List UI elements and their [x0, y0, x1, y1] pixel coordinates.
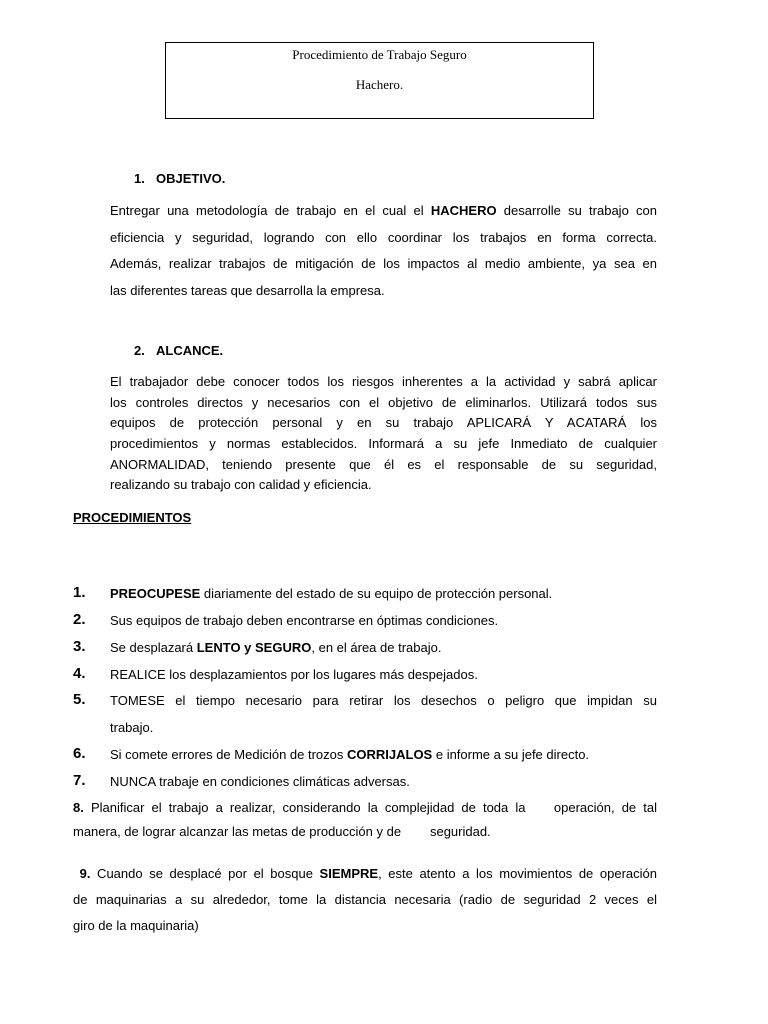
document-title: Procedimiento de Trabajo Seguro	[292, 47, 467, 62]
section-heading-objetivo	[134, 171, 225, 186]
title-box	[165, 42, 594, 119]
item-text: Sus equipos de trabajo deben encontrarse en óptimas condiciones.	[110, 613, 499, 628]
item-line: giro de la maquinaria)	[73, 918, 199, 933]
text-run: , este atento a los movimientos de operación	[378, 866, 657, 881]
procedures-title: PROCEDIMIENTOS	[73, 510, 192, 525]
text-run: Se desplazará	[110, 640, 197, 655]
section-title: ALCANCE.	[156, 343, 224, 358]
bold-run: SIEMPRE	[319, 866, 379, 881]
text-run: desarrolle su trabajo con	[496, 203, 657, 218]
bold-run: LENTO y SEGURO	[196, 640, 312, 655]
text-run: , en el área de trabajo.	[311, 640, 442, 655]
section-number: 1.	[134, 171, 145, 186]
item-text: TOMESE el tiempo necesario para retirar los desechos o peligro que impidan su	[110, 693, 657, 708]
bold-run: PREOCUPESE	[110, 586, 201, 601]
text-run: Planificar el trabajo a realizar, considerando la complejidad de toda la operación, de tal	[83, 800, 657, 815]
paragraph-line: eficiencia y seguridad, logrando con ello coordinar los trabajos en forma correcta.	[110, 229, 657, 245]
section-title: OBJETIVO.	[156, 171, 226, 186]
item-line	[73, 866, 657, 881]
paragraph-line: los controles directos y necesarios con el objetivo de eliminarlos. Utilizará todos sus	[110, 394, 657, 410]
item-line: de maquinarias a su alrededor, tome la distancia necesaria (radio de seguridad 2 veces el	[73, 892, 657, 907]
text-run: e informe a su jefe directo.	[432, 747, 590, 762]
paragraph-line: ANORMALIDAD, teniendo presente que él es el responsable de su seguridad,	[110, 456, 657, 472]
bold-run: HACHERO	[430, 203, 497, 218]
paragraph-line: Además, realizar trabajos de mitigación de los impactos al medio ambiente, ya sea en	[110, 256, 657, 271]
item-number: 4.	[73, 665, 86, 682]
item-text	[110, 586, 552, 601]
text-run: Cuando se desplacé por el bosque	[90, 866, 320, 881]
text-run: Entregar una metodología de trabajo en el cual el	[110, 203, 431, 218]
document-subtitle: Hachero.	[355, 77, 404, 92]
paragraph-line: procedimientos y normas establecidos. Informará a su jefe Inmediato de cualquier	[110, 436, 657, 452]
list-item-8	[73, 800, 657, 839]
item-line: manera, de lograr alcanzar las metas de producción y de seguridad.	[73, 824, 491, 839]
item-number: 6.	[73, 745, 86, 762]
paragraph-line: las diferentes tareas que desarrolla la empresa.	[110, 282, 385, 298]
bold-run: CORRIJALOS	[347, 747, 433, 762]
text-run: Si comete errores de Medición de trozos	[110, 747, 347, 762]
item-number: 7.	[73, 772, 86, 789]
list-item-9	[73, 866, 657, 933]
item-number: 1.	[73, 584, 86, 601]
item-text	[110, 747, 589, 762]
item-text: NUNCA trabaje en condiciones climáticas adversas.	[110, 774, 410, 789]
item-text-continued: trabajo.	[110, 720, 154, 735]
text-run: diariamente del estado de su equipo de protección personal.	[200, 586, 553, 601]
paragraph-line: equipos de protección personal y en su trabajo APLICARÁ Y ACATARÁ los	[110, 415, 657, 431]
item-number: 2.	[73, 611, 86, 628]
section-heading-alcance	[134, 343, 223, 358]
paragraph-line: El trabajador debe conocer todos los riesgos inherentes a la actividad y sabrá aplicar	[110, 374, 657, 389]
item-line	[73, 800, 657, 815]
item-number: 5.	[73, 691, 86, 708]
objetivo-paragraph	[110, 203, 657, 309]
paragraph-line: realizando su trabajo con calidad y eficiencia.	[110, 477, 372, 493]
section-number: 2.	[134, 343, 145, 358]
item-number: 8.	[73, 800, 84, 815]
item-text	[110, 640, 441, 655]
alcance-paragraph	[110, 374, 657, 498]
item-number: 9.	[79, 866, 91, 881]
paragraph-line	[110, 203, 657, 230]
item-number: 3.	[73, 638, 86, 655]
item-text: REALICE los desplazamientos por los lugares más despejados.	[110, 667, 478, 682]
